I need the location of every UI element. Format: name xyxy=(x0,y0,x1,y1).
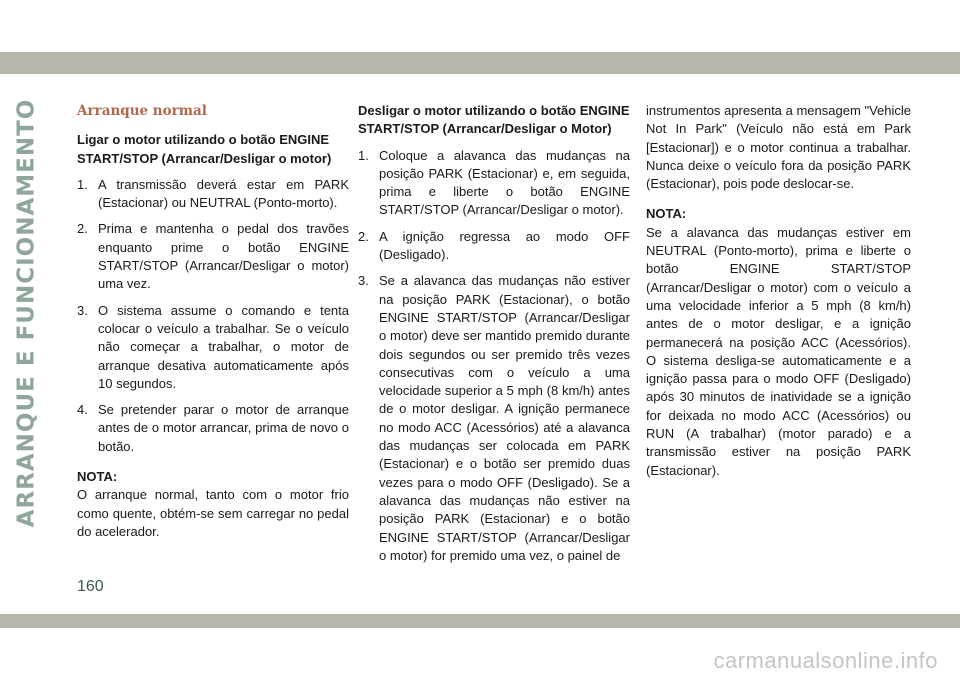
step-number: 3. xyxy=(358,273,369,289)
list-item xyxy=(77,220,349,293)
step-text: O sistema assume o comando e tenta colocar o veículo a trabalhar. Se o veículo não começar a trabalhar, o motor de arranque desativa automaticamente após 10 segundos. xyxy=(98,302,349,391)
top-band xyxy=(0,52,960,74)
step-text: A transmissão deverá estar em PARK (Estacionar) ou NEUTRAL (Ponto-morto). xyxy=(98,176,349,211)
bottom-band xyxy=(0,614,960,628)
step-number: 2. xyxy=(358,228,369,244)
step-text: Se pretender parar o motor de arranque antes de o motor arrancar, prima de novo o botão. xyxy=(98,402,349,454)
step-number: 1. xyxy=(77,176,88,192)
step-text: A ignição regressa ao modo OFF (Desligado). xyxy=(379,228,630,263)
note-text: Se a alavanca das mudanças estiver em NEUTRAL (Ponto-morto), prima e liberte o botão ENGINE START/STOP (Arrancar/Desligar o motor) com o veículo a uma velocidade inferior a 5 mph (8 km/h) antes de o motor desligar, e a ignição permanecerá na posição ACC (Acessórios). O sistema desliga-se automaticamente e a ignição passa para o modo OFF (Desligado) após 30 minutos de inatividade se a ignição for deixada no modo ACC (Acessórios) ou RUN (A trabalhar) (motor parado) e a transmissão estiver na posição PARK (Estacionar). xyxy=(646,224,911,478)
note-text: O arranque normal, tanto com o motor frio como quente, obtém-se sem carregar no pedal do acelerador. xyxy=(77,487,349,539)
step-number: 1. xyxy=(358,147,369,163)
section-title: Arranque normal xyxy=(77,103,207,119)
list-item xyxy=(358,147,630,220)
note-label: NOTA: xyxy=(646,206,687,222)
list-item xyxy=(77,401,349,456)
column-1 xyxy=(77,102,349,541)
step-number: 2. xyxy=(77,221,88,237)
subheading-stop-engine: Desligar o motor utilizando o botão ENGINE START/STOP (Arrancar/Desligar o Motor) xyxy=(358,103,630,137)
chapter-title-vertical: ARRANQUE E FUNCIONAMENTO xyxy=(13,98,40,528)
page-number: 160 xyxy=(77,578,104,595)
chapter-side-label xyxy=(6,93,46,533)
step-number: 3. xyxy=(77,302,88,318)
step-text: Coloque a alavanca das mudanças na posição PARK (Estacionar) e, em seguida, prima e liberte o botão ENGINE START/STOP (Arrancar/Desligar o motor). xyxy=(379,147,630,218)
watermark: carmanualsonline.info xyxy=(713,648,938,673)
list-item xyxy=(358,228,630,265)
continued-paragraph: instrumentos apresenta a mensagem "Vehicle Not In Park" (Veículo não está em Park [Estacionar]) e o motor continua a trabalhar. Nunca deixe o veículo fora da posição PARK (Estacionar), pois pode deslocar-se. xyxy=(646,103,911,192)
step-text: Se a alavanca das mudanças não estiver na posição PARK (Estacionar), o botão ENGINE START/STOP (Arrancar/Desligar o motor) deve ser mantido premido durante dois segundos ou ser premido três vezes consecutivas com o veículo a uma velocidade superior a 5 mph (8 km/h) antes de o motor desligar. A ignição permanece no modo ACC (Acessórios) até a alavanca das mudanças ser colocada em PARK (Estacionar) e o botão ser premido duas vezes para o modo OFF (Desligado). Se a alavanca das mudanças não estiver na posição PARK (Estacionar) e o botão ENGINE START/STOP (Arrancar/Desligar o motor) for premido uma vez, o painel de xyxy=(379,273,630,563)
column-3 xyxy=(646,102,911,480)
column-2 xyxy=(358,102,630,573)
subheading-start-engine: Ligar o motor utilizando o botão ENGINE START/STOP (Arrancar/Desligar o motor) xyxy=(77,132,332,166)
note-label: NOTA: xyxy=(77,469,118,485)
list-item xyxy=(77,302,349,393)
step-number: 4. xyxy=(77,402,88,418)
start-steps-list xyxy=(77,176,349,456)
list-item xyxy=(358,272,630,565)
step-text: Prima e mantenha o pedal dos travões enquanto prime o botão ENGINE START/STOP (Arrancar/Desligar o motor) uma vez. xyxy=(98,221,349,292)
list-item xyxy=(77,176,349,213)
stop-steps-list xyxy=(358,147,630,566)
